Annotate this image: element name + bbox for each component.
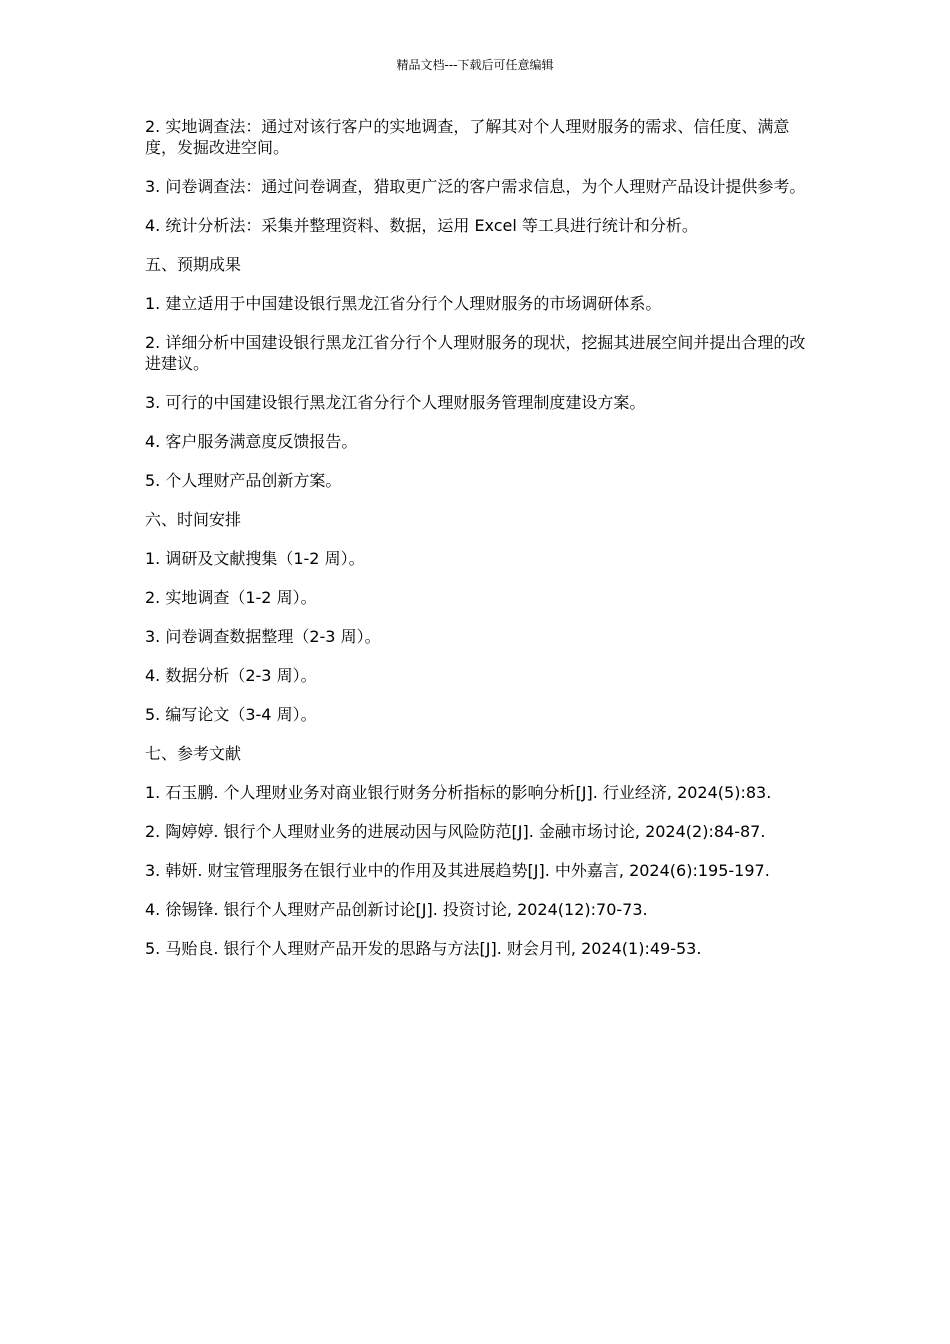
schedule-item: 3. 问卷调查数据整理（2-3 周）。 (145, 627, 381, 646)
section-title-expected: 五、预期成果 (145, 255, 242, 274)
expected-item: 2. 详细分析中国建设银行黑龙江省分行个人理财服务的现状，挖掘其进展空间并提出合理的改进建议。 (145, 333, 806, 373)
expected-item: 4. 客户服务满意度反馈报告。 (145, 432, 358, 451)
reference-item: 4. 徐锡锋. 银行个人理财产品创新讨论[J]. 投资讨论, 2024(12):70-73. (145, 900, 648, 919)
reference-item: 5. 马贻良. 银行个人理财产品开发的思路与方法[J]. 财会月刊, 2024(1):49-53. (145, 939, 702, 958)
page-header: 精品文档---下载后可任意编辑 (396, 58, 554, 72)
expected-item: 3. 可行的中国建设银行黑龙江省分行个人理财服务管理制度建设方案。 (145, 393, 646, 412)
schedule-item: 5. 编写论文（3-4 周）。 (145, 705, 317, 724)
method-item: 2. 实地调查法：通过对该行客户的实地调查，了解其对个人理财服务的需求、信任度、满意度，发掘改进空间。 (145, 117, 790, 157)
document-body (145, 116, 810, 977)
expected-item: 5. 个人理财产品创新方案。 (145, 471, 342, 490)
reference-item: 2. 陶婷婷. 银行个人理财业务的进展动因与风险防范[J]. 金融市场讨论, 2024(2):84-87. (145, 822, 766, 841)
section-title-references: 七、参考文献 (145, 744, 242, 763)
schedule-item: 1. 调研及文献搜集（1-2 周）。 (145, 549, 365, 568)
schedule-item: 2. 实地调查（1-2 周）。 (145, 588, 317, 607)
schedule-item: 4. 数据分析（2-3 周）。 (145, 666, 317, 685)
method-item: 3. 问卷调查法：通过问卷调查，猎取更广泛的客户需求信息，为个人理财产品设计提供参考。 (145, 177, 806, 196)
expected-item: 1. 建立适用于中国建设银行黑龙江省分行个人理财服务的市场调研体系。 (145, 294, 662, 313)
reference-item: 3. 韩妍. 财宝管理服务在银行业中的作用及其进展趋势[J]. 中外嘉言, 2024(6):195-197. (145, 861, 770, 880)
method-item: 4. 统计分析法：采集并整理资料、数据，运用 Excel 等工具进行统计和分析。 (145, 216, 698, 235)
section-title-schedule: 六、时间安排 (145, 510, 242, 529)
reference-item: 1. 石玉鹏. 个人理财业务对商业银行财务分析指标的影响分析[J]. 行业经济, 2024(5):83. (145, 783, 772, 802)
